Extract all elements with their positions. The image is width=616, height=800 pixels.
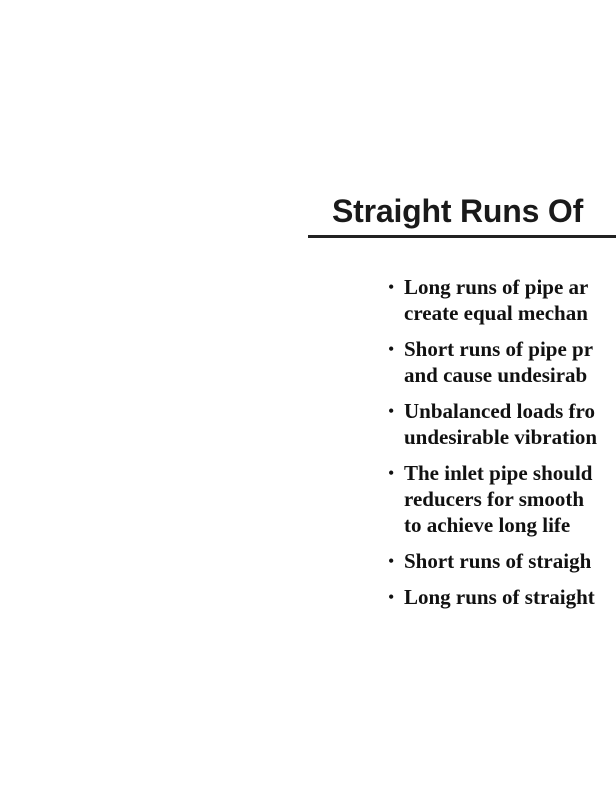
bullet-item <box>388 460 597 538</box>
slide-title: Straight Runs Of <box>332 193 584 229</box>
bullet-dot: • <box>388 587 395 607</box>
bullet-text-line: Short runs of pipe pr <box>404 337 594 361</box>
bullet-text-line: and cause undesirab <box>404 363 588 387</box>
title-underline <box>308 235 616 238</box>
bullet-text-line: Unbalanced loads fro <box>404 399 595 423</box>
bullet-text-line: Long runs of straight <box>404 585 595 609</box>
bullet-item <box>388 336 597 388</box>
bullet-text-line: The inlet pipe should <box>404 461 593 485</box>
bullet-dot: • <box>388 401 395 421</box>
bullet-text-line: to achieve long life <box>404 513 571 537</box>
bullet-dot: • <box>388 277 395 297</box>
bullet-item <box>388 548 597 574</box>
bullet-item <box>388 398 597 450</box>
bullet-text-line: Long runs of pipe ar <box>404 275 589 299</box>
bullet-dot: • <box>388 551 395 571</box>
bullet-dot: • <box>388 463 395 483</box>
bullet-text-line: Short runs of straigh <box>404 549 592 573</box>
bullet-list <box>388 274 597 620</box>
bullet-item <box>388 584 597 610</box>
bullet-text-line: undesirable vibration <box>404 425 598 449</box>
bullet-item <box>388 274 597 326</box>
bullet-text-line: reducers for smooth <box>404 487 585 511</box>
bullet-text-line: create equal mechan <box>404 301 588 325</box>
bullet-dot: • <box>388 339 395 359</box>
